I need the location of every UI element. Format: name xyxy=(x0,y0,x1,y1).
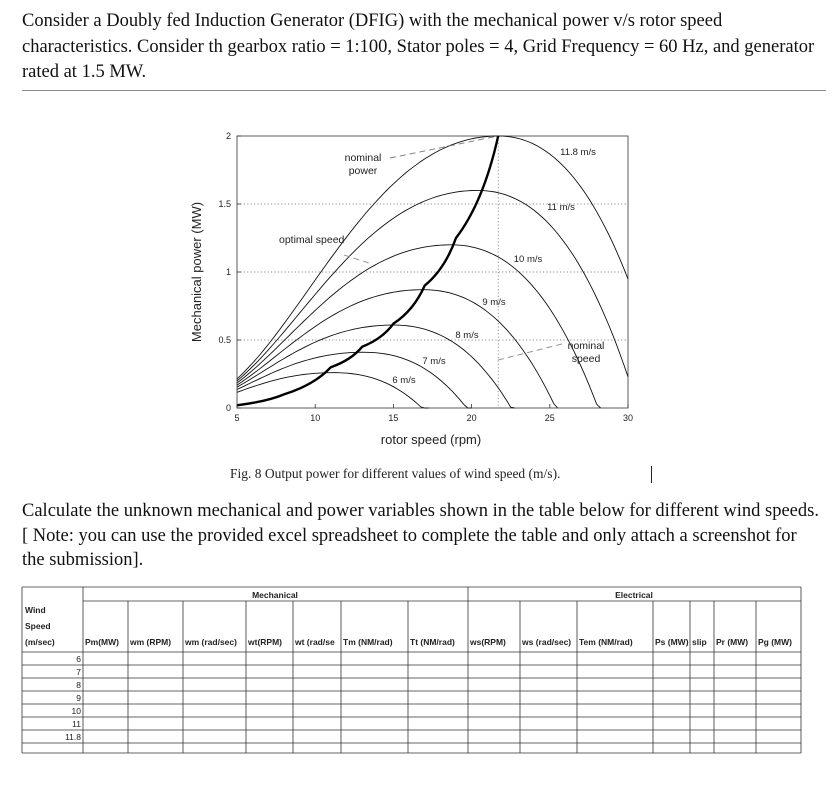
wind-speed-cell: 11.8 xyxy=(65,732,81,742)
x-tick-label: 15 xyxy=(388,413,399,423)
electrical-group-header: Electrical xyxy=(615,590,653,600)
wind-speed-cell: 6 xyxy=(76,654,81,664)
y-tick-label: 0.5 xyxy=(218,335,231,345)
y-tick-label: 1.5 xyxy=(218,199,231,209)
column-headers xyxy=(85,637,792,647)
wind-label-11: 11 m/s xyxy=(547,202,575,213)
wind-speed-cell: 7 xyxy=(76,667,81,677)
y-tick-label: 2 xyxy=(225,131,231,141)
x-tick-label: 5 xyxy=(234,413,240,423)
column-header: Pm(MW) xyxy=(85,637,119,647)
nominal-power-label-2: power xyxy=(348,165,378,177)
question-task: Calculate the unknown mechanical and power variables shown in the table below for different wind speeds. [ Note: you can use the provided excel spreadsheet to complete the table and only attach a screenshot for the submission]. xyxy=(22,501,819,570)
column-header: Tem (NM/rad) xyxy=(579,637,633,647)
nominal-speed-label-2: speed xyxy=(571,353,601,365)
x-axis-label: rotor speed (rpm) xyxy=(380,432,482,447)
column-header: Tm (NM/rad) xyxy=(343,637,393,647)
column-header: wt (rad/se xyxy=(295,637,335,647)
x-tick-label: 25 xyxy=(544,413,555,423)
column-header: Pr (MW) xyxy=(716,637,749,647)
x-tick-label: 30 xyxy=(622,413,634,423)
y-tick-label: 0 xyxy=(225,403,231,413)
wind-label-6: 6 m/s xyxy=(392,375,416,386)
x-tick-label: 20 xyxy=(466,413,477,423)
optimal-speed-label: optimal speed xyxy=(279,234,345,246)
column-header: wt(RPM) xyxy=(248,637,282,647)
wind-label-7: 7 m/s xyxy=(422,356,446,367)
mechanical-group-header: Mechanical xyxy=(252,590,298,600)
nominal-speed-label-1: nominal xyxy=(567,340,605,352)
column-header: wm (RPM) xyxy=(130,637,172,647)
column-header: Tt (NM/rad) xyxy=(410,637,455,647)
wind-speed-rows xyxy=(65,654,81,742)
column-header: ws(RPM) xyxy=(470,637,506,647)
column-header: ws (rad/sec) xyxy=(522,637,572,647)
table-grid xyxy=(22,587,801,753)
wind-label-9: 9 m/s xyxy=(482,297,506,308)
x-tick-label: 10 xyxy=(310,413,321,423)
wind-speed-cell: 9 xyxy=(76,693,81,703)
figure-caption: Fig. 8 Output power for different values of wind speed (m/s). xyxy=(230,466,561,481)
column-header: Pg (MW) xyxy=(758,637,792,647)
question-intro: Consider a Doubly fed Induction Generator (DFIG) with the mechanical power v/s rotor speed characteristics. Consider th gearbox ratio = 1:100, Stator poles = 4, Grid Frequency = 60 Hz, and generator rated at 1.5 MW. xyxy=(22,11,815,82)
y-axis-label: Mechanical power (MW) xyxy=(189,201,204,343)
wind-label-8: 8 m/s xyxy=(455,330,479,341)
column-header: wm (rad/sec) xyxy=(185,637,237,647)
wind-header-line-1: Wind xyxy=(25,605,46,615)
wind-header-line-3: (m/sec) xyxy=(25,637,55,647)
wind-label-11.8: 11.8 m/s xyxy=(560,147,596,158)
column-header: slip xyxy=(692,637,707,647)
wind-speed-cell: 11 xyxy=(72,719,81,729)
column-header: Ps (MW) xyxy=(655,637,689,647)
nominal-power-label-1: nominal xyxy=(344,152,382,164)
wind-label-10: 10 m/s xyxy=(513,254,543,265)
wind-speed-cell: 10 xyxy=(71,706,81,716)
wind-speed-cell: 8 xyxy=(76,680,81,690)
wind-header-line-2: Speed xyxy=(25,621,51,631)
y-tick-label: 1 xyxy=(225,267,231,277)
